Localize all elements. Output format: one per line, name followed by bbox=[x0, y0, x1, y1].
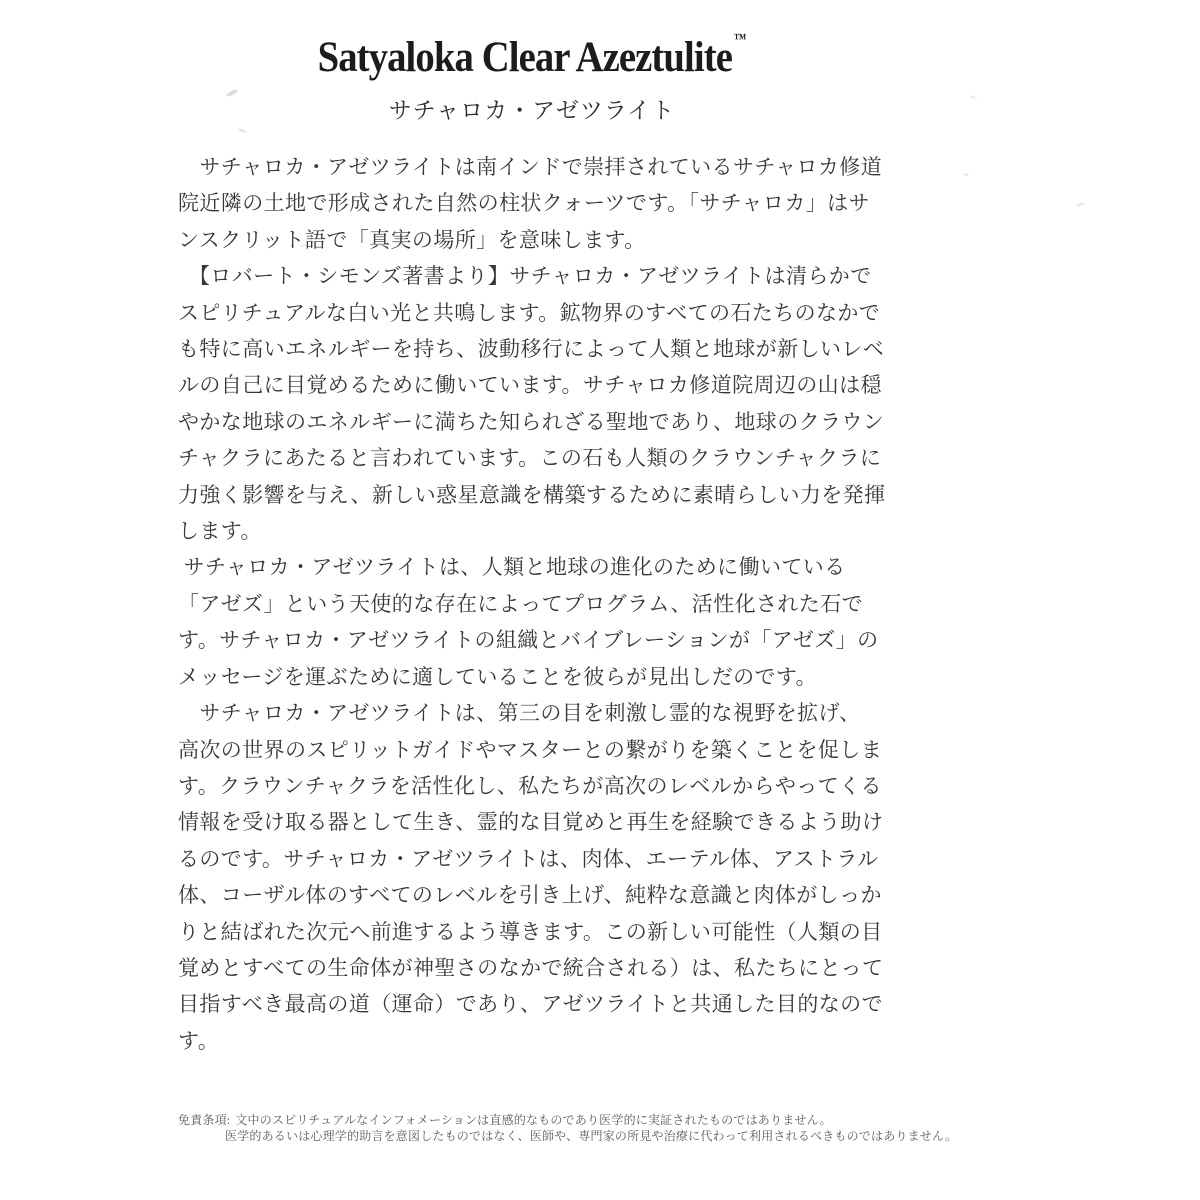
text-line: 目指すべき最高の道（運命）であり、アゼツライトと共通した目的なので bbox=[178, 992, 883, 1017]
page-subtitle: サチャロカ・アゼツライト bbox=[388, 98, 676, 123]
text-line: やかな地球のエネルギーに満ちた知られざる聖地であり、地球のクラウン bbox=[178, 409, 885, 434]
disclaimer bbox=[178, 1112, 1138, 1144]
paragraph-effects bbox=[178, 695, 926, 1059]
text-line: 体、コーザル体のすべてのレベルを引き上げ、純粋な意識と肉体がしっか bbox=[178, 883, 882, 908]
text-line: チャクラにあたると言われています。この石も人類のクラウンチャクラに bbox=[178, 446, 882, 471]
text-line: 院近隣の土地で形成された自然の柱状クォーツです。「サチャロカ」はサ bbox=[178, 191, 870, 216]
page-title bbox=[53, 32, 1011, 82]
text-line: るのです。サチャロカ・アゼツライトは、肉体、エーテル体、アストラル bbox=[178, 846, 879, 871]
text-line: りと結ばれた次元へ前進するよう導きます。この新しい可能性（人類の目 bbox=[178, 919, 883, 944]
paragraph-azez bbox=[178, 549, 926, 695]
text-line: します。 bbox=[178, 519, 262, 544]
paragraph-simmons-quote bbox=[178, 258, 926, 549]
text-line: ンスクリット語で「真実の場所」を意味します。 bbox=[178, 227, 646, 252]
text-line: 覚めとすべての生命体が神聖さのなかで統合される）は、私たちにとって bbox=[178, 955, 884, 980]
text-line: 【ロバート・シモンズ著書より】サチャロカ・アゼツライトは清らかで bbox=[178, 264, 872, 289]
text-line: 情報を受け取る器として生き、霊的な目覚めと再生を経験できるよう助け bbox=[178, 810, 884, 835]
disclaimer-label: 免責条項: bbox=[178, 1113, 231, 1127]
scan-artifact bbox=[1076, 202, 1085, 207]
text-line: サチャロカ・アゼツライトは、人類と地球の進化のために働いている bbox=[178, 555, 846, 580]
text-line: す。サチャロカ・アゼツライトの組織とバイブレーションが「アゼズ」の bbox=[178, 628, 879, 653]
text-line: スピリチュアルな白い光と共鳴します。鉱物界のすべての石たちのなかで bbox=[178, 300, 881, 325]
scan-artifact bbox=[963, 173, 969, 176]
paragraph-intro bbox=[178, 149, 926, 258]
text-line: す。 bbox=[178, 1028, 220, 1053]
text-line: す。クラウンチャクラを活性化し、私たちが高次のレベルからやってくる bbox=[178, 773, 882, 798]
text-line: 力強く影響を与え、新しい惑星意識を構築するために素晴らしい力を発揮 bbox=[178, 482, 886, 507]
text-line: も特に高いエネルギーを持ち、波動移行によって人類と地球が新しいレベ bbox=[178, 337, 885, 362]
text-line: サチャロカ・アゼツライトは、第三の目を刺激し霊的な視野を拡げ、 bbox=[178, 701, 861, 726]
disclaimer-line-1 bbox=[178, 1112, 1138, 1128]
trademark-symbol: ™ bbox=[733, 32, 747, 47]
document-body bbox=[178, 149, 926, 1059]
text-line: 「アゼズ」という天使的な存在によってプログラム、活性化された石で bbox=[178, 591, 864, 616]
text-line: サチャロカ・アゼツライトは南インドで崇拝されているサチャロカ修道 bbox=[178, 155, 883, 179]
text-line: 高次の世界のスピリットガイドやマスターとの繋がりを築くことを促しま bbox=[178, 737, 883, 762]
text-line: メッセージを運ぶために適していることを彼らが見出しだのです。 bbox=[178, 664, 818, 689]
scan-artifact bbox=[300, 244, 310, 247]
title-text: Satyaloka Clear Azeztulite bbox=[317, 34, 733, 81]
disclaimer-text-1: 文中のスピリチュアルなインフォメーションは直感的なものであり医学的に実証されたものではありません。 bbox=[235, 1113, 832, 1127]
disclaimer-line-2: 医学的あるいは心理学的助言を意図したものではなく、医師や、専門家の所見や治療に代わって利用されるべきものではありません。 bbox=[225, 1129, 958, 1143]
scan-artifact bbox=[238, 128, 247, 133]
text-line: ルの自己に目覚めるために働いています。サチャロカ修道院周辺の山は穏 bbox=[178, 373, 882, 398]
